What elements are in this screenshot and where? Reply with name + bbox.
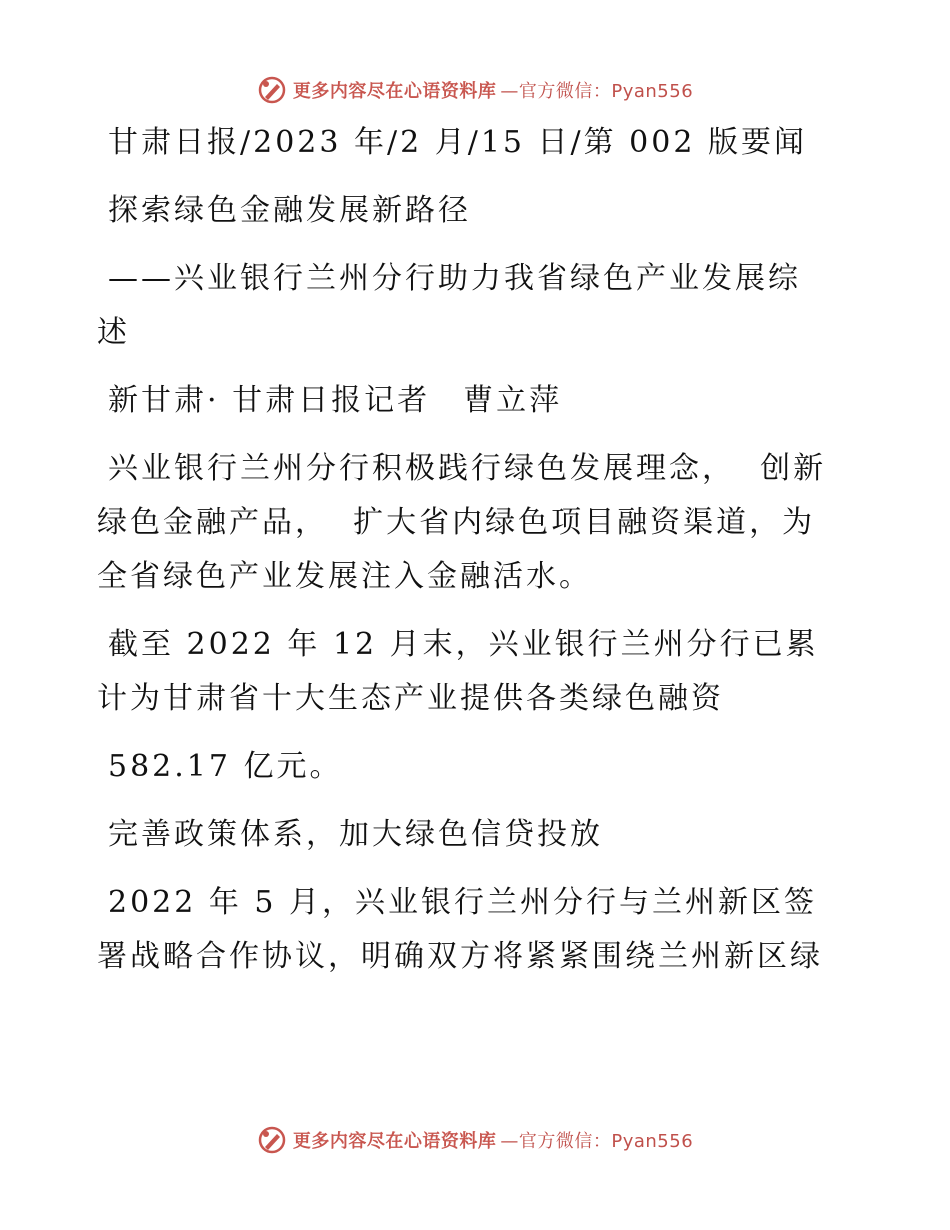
paragraph-2-line-2: 计为甘肃省十大生态产业提供各类绿色融资 [97, 681, 724, 716]
header-banner [0, 70, 950, 110]
source-line: 甘肃日报/2023 年/2 月/15 日/第 002 版要闻 [108, 125, 807, 160]
paragraph-1-line-3: 全省绿色产业发展注入金融活水。 [97, 559, 592, 594]
article-subtitle-line-2: 述 [97, 315, 130, 350]
article-body [97, 116, 857, 984]
banner-main-text: 更多内容尽在心语资料库 [292, 81, 497, 102]
article-subtitle-line-1: ——兴业银行兰州分行助力我省绿色产业发展综 [108, 261, 801, 296]
paragraph-1-line-1: 兴业银行兰州分行积极践行绿色发展理念， 创新 [108, 451, 827, 486]
footer-banner [0, 1120, 950, 1160]
banner-main-text: 更多内容尽在心语资料库 [292, 1131, 497, 1152]
paragraph-1-line-2: 绿色金融产品， 扩大省内绿色项目融资渠道，为 [97, 505, 816, 540]
section-heading: 完善政策体系，加大绿色信贷投放 [108, 817, 603, 852]
fountain-pen-logo-icon [257, 1125, 287, 1155]
byline: 新甘肃· 甘肃日报记者 曹立萍 [108, 383, 563, 418]
fountain-pen-logo-icon [257, 75, 287, 105]
banner-wechat-text: —官方微信：Pyan556 [500, 1131, 694, 1152]
banner-wechat-text: —官方微信：Pyan556 [500, 81, 694, 102]
banner-content [257, 1125, 693, 1155]
paragraph-2-line-3: 582.17 亿元。 [108, 749, 343, 784]
paragraph-3-line-1: 2022 年 5 月，兴业银行兰州分行与兰州新区签 [108, 885, 818, 920]
paragraph-3-line-2: 署战略合作协议，明确双方将紧紧围绕兰州新区绿 [97, 939, 823, 974]
paragraph-2-line-1: 截至 2022 年 12 月末，兴业银行兰州分行已累 [108, 627, 819, 662]
banner-content [257, 75, 693, 105]
article-title: 探索绿色金融发展新路径 [108, 193, 471, 228]
